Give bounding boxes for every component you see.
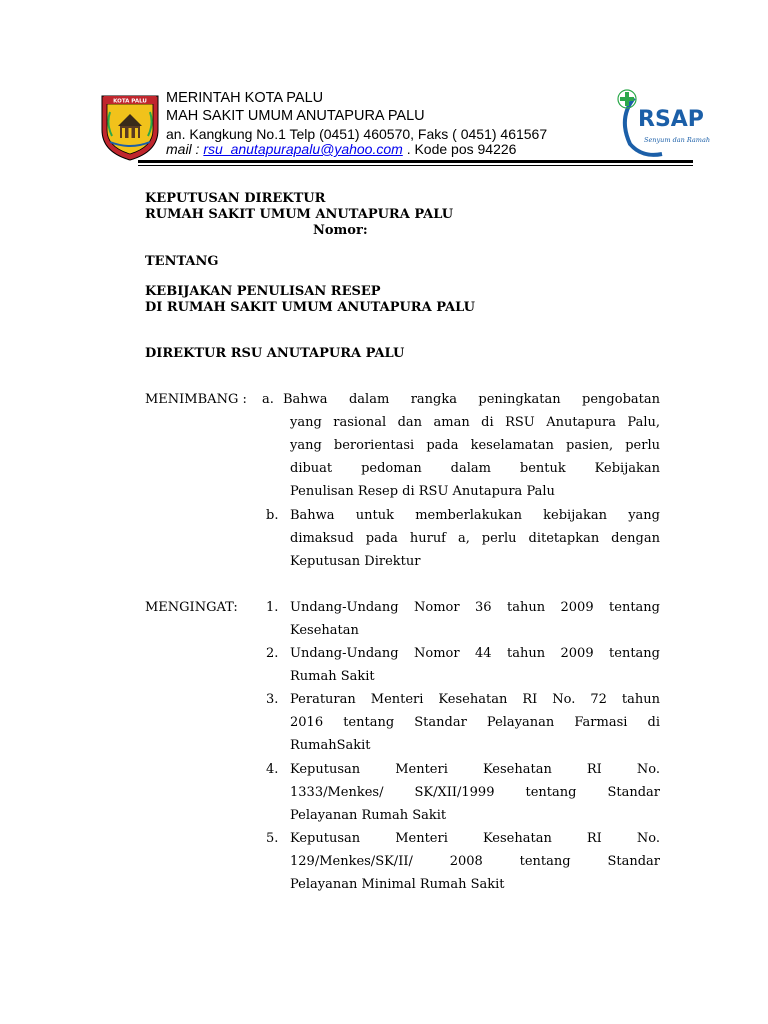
mengingat-5-line3: Pelayanan Minimal Rumah Sakit (290, 877, 505, 892)
menimbang-b-line2: dimaksud pada huruf a, perlu ditetapkan dengan (290, 531, 660, 546)
mengingat-2-line2: Rumah Sakit (290, 669, 375, 684)
mengingat-4-line3: Pelayanan Rumah Sakit (290, 808, 447, 823)
mengingat-4-line2: 1333/Menkes/ SK/XII/1999 tentang Standar (290, 785, 660, 800)
menimbang-a-line4: dibuat pedoman dalam bentuk Kebijakan (290, 461, 660, 476)
decree-tentang: TENTANG (145, 254, 219, 269)
svg-text:RSAP: RSAP (638, 107, 704, 132)
menimbang-b-line1: Bahwa untuk memberlakukan kebijakan yang (290, 508, 660, 523)
letterhead (96, 82, 711, 182)
letterhead-government: MERINTAH KOTA PALU (166, 90, 324, 106)
menimbang-label: MENIMBANG : (145, 392, 247, 407)
menimbang-marker-b: b. (266, 508, 279, 523)
decree-subject-line1: KEBIJAKAN PENULISAN RESEP (145, 284, 381, 299)
svg-text:KOTA PALU: KOTA PALU (113, 98, 147, 105)
letterhead-hospital: MAH SAKIT UMUM ANUTAPURA PALU (166, 108, 425, 124)
postal-code: . Kode pos 94226 (406, 141, 517, 157)
mengingat-marker-2: 2. (266, 646, 279, 661)
director-title: DIREKTUR RSU ANUTAPURA PALU (145, 346, 405, 361)
mengingat-marker-5: 5. (266, 831, 279, 846)
decree-institution: RUMAH SAKIT UMUM ANUTAPURA PALU (145, 207, 454, 222)
header-rule-thick (138, 160, 693, 163)
mengingat-5-line1: Keputusan Menteri Kesehatan RI No. (290, 831, 660, 846)
menimbang-b-line3: Keputusan Direktur (290, 554, 421, 569)
decree-number: Nomor: (313, 223, 368, 238)
header-rule-thin (138, 165, 693, 166)
mengingat-1-line1: Undang-Undang Nomor 36 tahun 2009 tentang (290, 600, 660, 615)
menimbang-a-line1: Bahwa dalam rangka peningkatan pengobatan (283, 392, 660, 407)
mengingat-marker-3: 3. (266, 692, 279, 707)
mengingat-label: MENGINGAT: (145, 600, 238, 615)
mengingat-1-line2: Kesehatan (290, 623, 359, 638)
letterhead-contact (166, 141, 516, 158)
email-link[interactable]: rsu_anutapurapalu@yahoo.com (203, 141, 403, 157)
mengingat-5-line2: 129/Menkes/SK/II/ 2008 tentang Standar (290, 854, 660, 869)
menimbang-a-line5: Penulisan Resep di RSU Anutapura Palu (290, 484, 555, 499)
rsap-logo-icon (616, 88, 711, 162)
svg-text:Senyum dan Ramah: Senyum dan Ramah (644, 136, 711, 144)
mengingat-marker-1: 1. (266, 600, 279, 615)
decree-title: KEPUTUSAN DIREKTUR (145, 191, 326, 206)
mengingat-4-line1: Keputusan Menteri Kesehatan RI No. (290, 762, 660, 777)
decree-subject-line2: DI RUMAH SAKIT UMUM ANUTAPURA PALU (145, 300, 475, 315)
mengingat-marker-4: 4. (266, 762, 279, 777)
menimbang-marker-a: a. (262, 392, 274, 407)
menimbang-a-line3: yang berorientasi pada keselamatan pasien, perlu (290, 438, 660, 453)
letterhead-address: an. Kangkung No.1 Telp (0451) 460570, Faks ( 0451) 461567 (166, 126, 548, 142)
mengingat-3-line3: RumahSakit (290, 738, 371, 753)
mengingat-3-line1: Peraturan Menteri Kesehatan RI No. 72 tahun (290, 692, 660, 707)
mengingat-3-line2: 2016 tentang Standar Pelayanan Farmasi di (290, 715, 660, 730)
menimbang-a-line2: yang rasional dan aman di RSU Anutapura Palu, (290, 415, 660, 430)
email-label: mail : (166, 141, 200, 157)
city-emblem-icon (98, 90, 162, 162)
mengingat-2-line1: Undang-Undang Nomor 44 tahun 2009 tentang (290, 646, 660, 661)
